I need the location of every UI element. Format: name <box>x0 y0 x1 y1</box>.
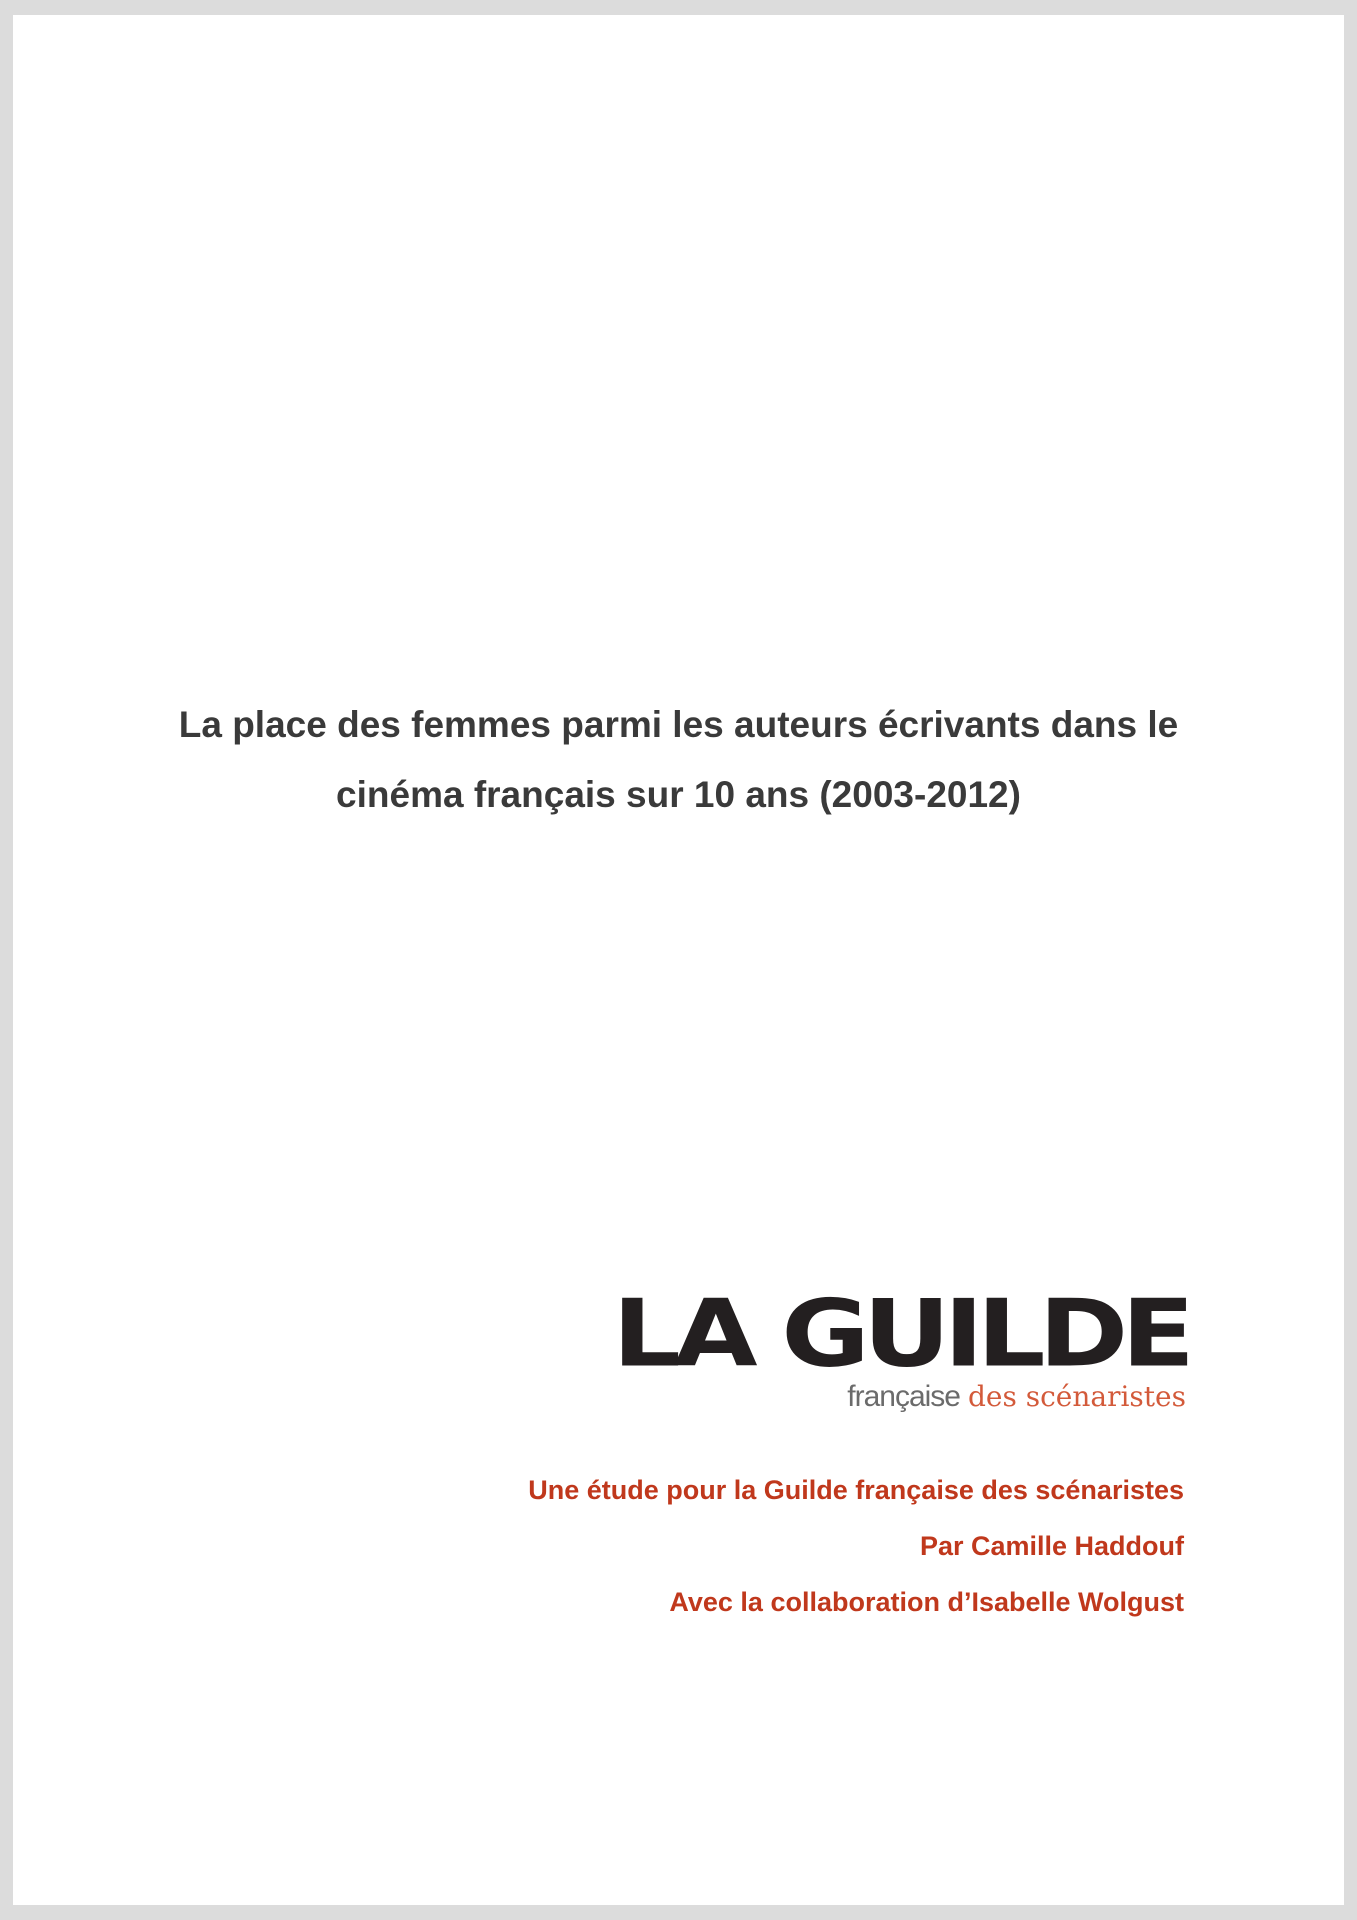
logo-subtitle-scenaristes: des scénaristes <box>967 1380 1186 1413</box>
credit-author: Par Camille Haddouf <box>919 1531 1184 1561</box>
credit-collaboration: Avec la collaboration d’Isabelle Wolgust <box>669 1587 1184 1617</box>
title-line-1: La place des femmes parmi les auteurs écrivants dans le <box>178 704 1179 745</box>
logo-subtitle-francaise: française <box>847 1380 960 1413</box>
title-line-2: cinéma français sur 10 ans (2003-2012) <box>336 774 1021 815</box>
logo-subtitle <box>847 1380 1186 1414</box>
logo-wordmark: LA GUILDE <box>612 1280 1188 1388</box>
credit-study: Une étude pour la Guilde française des scénaristes <box>528 1475 1184 1505</box>
credits-block <box>528 1462 1184 1630</box>
guild-logo <box>612 1280 1188 1418</box>
document-title <box>0 690 1357 830</box>
